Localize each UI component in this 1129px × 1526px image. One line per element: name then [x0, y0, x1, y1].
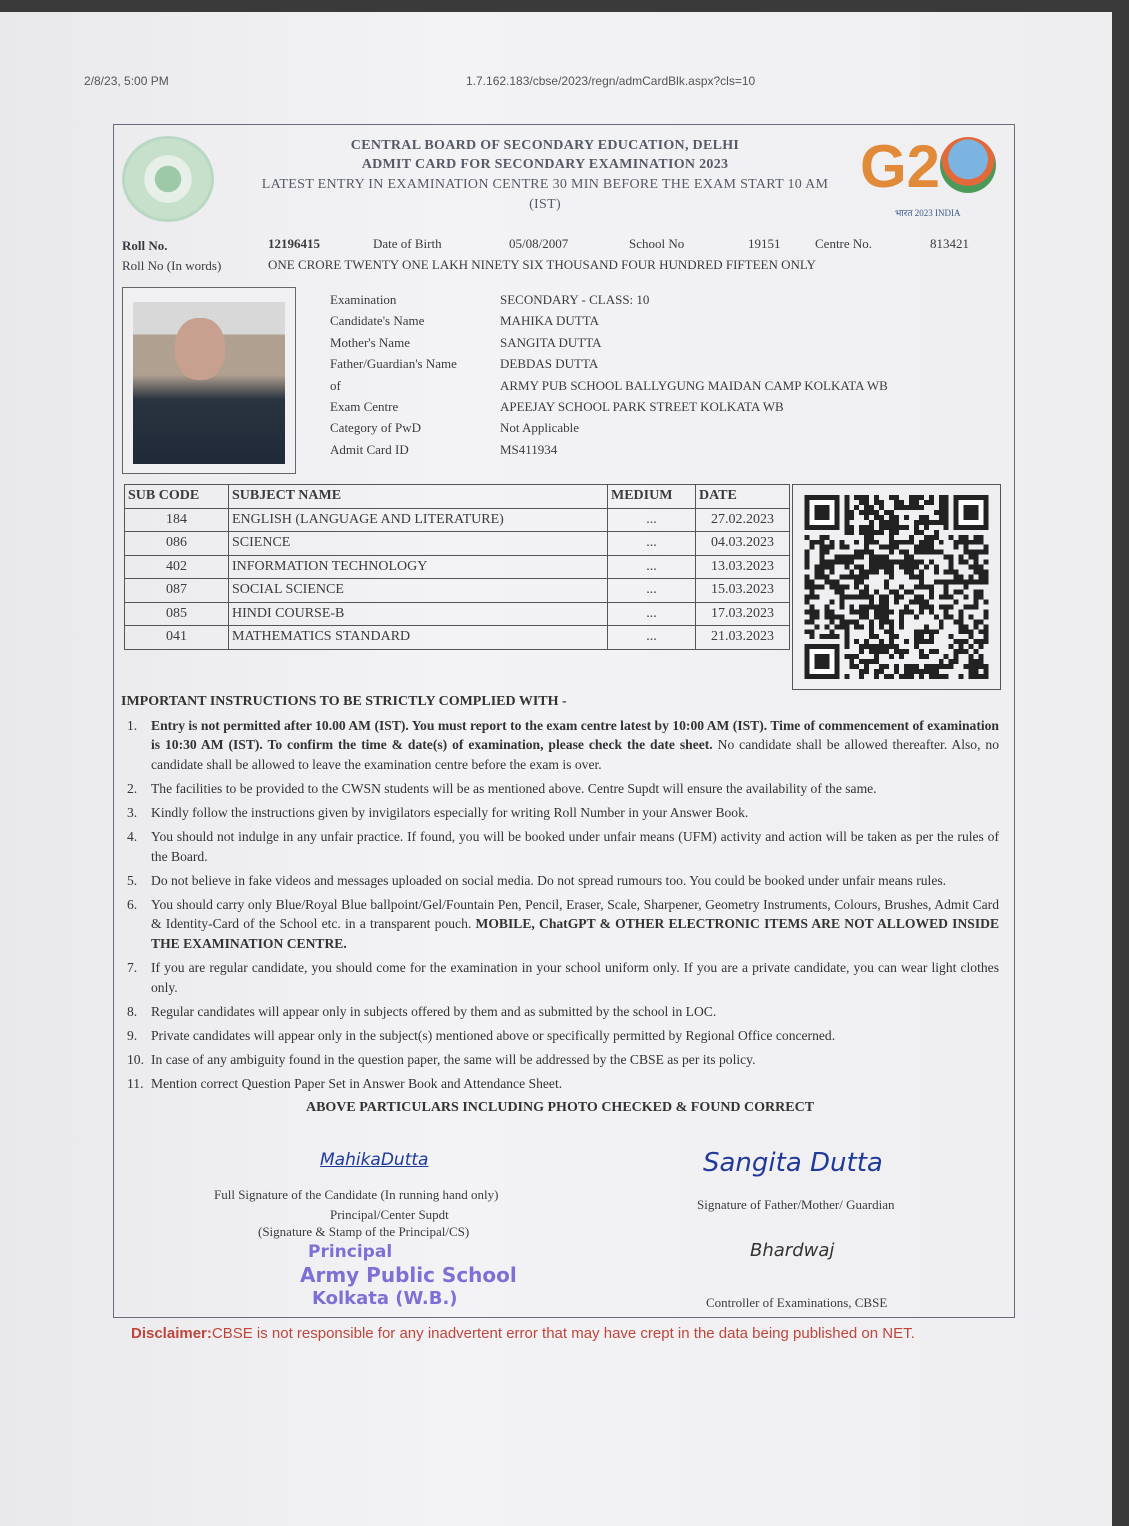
instruction-text: No candidate shall be allowed thereafter. Also, no candidate shall be allowed to leave the examination centre before the exam is over. [151, 737, 999, 772]
detail-value: APEEJAY SCHOOL PARK STREET KOLKATA WB [500, 399, 784, 415]
medium: ... [608, 602, 696, 626]
instruction-text: Mention correct Question Paper Set in Answer Book and Attendance Sheet. [151, 1076, 563, 1092]
instruction-text: Do not believe in fake videos and messages uploaded on social media. Do not spread rumours too. You could be booked under unfair means rules. [151, 872, 947, 888]
print-datetime: 2/8/23, 5:00 PM [84, 74, 169, 88]
sub-code: 086 [125, 532, 229, 556]
instruction-text: In case of any ambiguity found in the question paper, the same will be addressed by the CBSE as per its policy. [151, 1052, 756, 1067]
details-labels [330, 289, 457, 460]
instruction-number: 4. [127, 829, 138, 845]
sub-code: 041 [125, 626, 229, 650]
instruction-item [121, 895, 999, 954]
verification-note: ABOVE PARTICULARS INCLUDING PHOTO CHECKED & FOUND CORRECT [305, 1100, 815, 1116]
detail-label: Category of PwD [330, 420, 421, 436]
instruction-number: 11. [127, 1076, 144, 1092]
instruction-item [121, 827, 999, 866]
instruction-number: 3. [127, 804, 138, 820]
subject-name: INFORMATION TECHNOLOGY [229, 555, 608, 579]
instruction-item [121, 1074, 999, 1094]
qr-code [792, 484, 1001, 690]
detail-label: Mother's Name [330, 334, 410, 350]
exam-date: 13.03.2023 [696, 555, 790, 579]
dob-label: Date of Birth [373, 236, 442, 251]
stamp-city: Kolkata (W.B.) [312, 1288, 458, 1309]
exam-date: 15.03.2023 [696, 579, 790, 603]
subject-row [125, 508, 790, 532]
detail-value: ARMY PUB SCHOOL BALLYGUNG MAIDAN CAMP KOLKATA WB [500, 377, 888, 393]
detail-value: MAHIKA DUTTA [500, 313, 599, 329]
medium: ... [608, 508, 696, 532]
disclaimer-label: Disclaimer: [131, 1325, 212, 1342]
instruction-item [121, 1050, 999, 1070]
g20-subtitle: भारत 2023 INDIA [895, 208, 961, 218]
instruction-number: 8. [127, 1003, 138, 1019]
medium: ... [608, 579, 696, 603]
instructions-title: IMPORTANT INSTRUCTIONS TO BE STRICTLY COMPLIED WITH - [121, 694, 567, 709]
instruction-text: Private candidates will appear only in the subject(s) mentioned above or specifically permitted by Regional Office concerned. [151, 1027, 836, 1043]
exam-date: 04.03.2023 [696, 532, 790, 556]
sub-code: 087 [125, 579, 229, 603]
centre-label: Centre No. [815, 236, 873, 251]
sub-code: 085 [125, 602, 229, 626]
stamp-principal: Principal [308, 1242, 393, 1262]
centre-value: 813421 [930, 236, 969, 251]
instruction-bold: Entry is not permitted after 10.00 AM (IST). You must report to the exam centre latest by 10:00 AM (IST). Time of commencement of examination is 10:30 AM (IST). To confirm the time & date(s) of examination, please check the date sheet. [151, 717, 999, 753]
instruction-item [121, 1026, 999, 1046]
candidate-signature: MahikaDutta [320, 1150, 429, 1170]
card-title: ADMIT CARD FOR SECONDARY EXAMINATION 2023 [361, 157, 729, 172]
instruction-number: 10. [127, 1052, 144, 1067]
subject-row [125, 579, 790, 603]
instruction-number: 1. [127, 717, 138, 733]
controller-signature: Bhardwaj [750, 1240, 835, 1261]
entry-note: LATEST ENTRY IN EXAMINATION CENTRE 30 MIN BEFORE THE EXAM START 10 AM [261, 177, 829, 192]
detail-label: Examination [330, 292, 397, 307]
instruction-item [121, 958, 999, 997]
detail-label: Father/Guardian's Name [330, 356, 457, 372]
instruction-item [121, 779, 999, 799]
instruction-text: The facilities to be provided to the CWSN students will be as mentioned above. Centre Supdt will ensure the availability of the same. [151, 780, 877, 796]
subject-row [125, 626, 790, 650]
sub-code: 184 [125, 508, 229, 532]
subject-name: ENGLISH (LANGUAGE AND LITERATURE) [229, 508, 608, 532]
instruction-text: You should not indulge in any unfair practice. If found, you will be booked under unfair means (UFM) activity and action will be taken as per the rules of the Board. [151, 829, 999, 864]
candidate-photo [122, 287, 296, 474]
details-values [500, 289, 888, 460]
instruction-text: If you are regular candidate, you should come for the examination in your school uniform only. If you are a private candidate, you can wear light clothes only. [151, 960, 999, 995]
roll-words-value: ONE CRORE TWENTY ONE LAKH NINETY SIX THOUSAND FOUR HUNDRED FIFTEEN ONLY [268, 257, 816, 272]
instruction-number: 2. [127, 780, 138, 796]
subject-row [125, 532, 790, 556]
detail-label: Exam Centre [330, 399, 399, 415]
entry-note-ist: (IST) [529, 197, 561, 212]
board-title: CENTRAL BOARD OF SECONDARY EDUCATION, DELHI [350, 138, 740, 153]
detail-label: Admit Card ID [330, 441, 409, 457]
centre-stamp-label: (Signature & Stamp of the Principal/CS) [258, 1224, 470, 1239]
exam-date: 21.03.2023 [696, 626, 790, 650]
subject-row [125, 555, 790, 579]
subject-name: MATHEMATICS STANDARD [229, 626, 608, 650]
instruction-number: 9. [127, 1027, 138, 1043]
instruction-text: Kindly follow the instructions given by invigilators especially for writing Roll Number in your Answer Book. [151, 804, 749, 820]
instruction-item [121, 803, 999, 823]
guardian-signature: Sangita Dutta [703, 1148, 883, 1178]
subject-row [125, 602, 790, 626]
col-medium: MEDIUM [608, 485, 696, 509]
centre-supdt-label: Principal/Center Supdt [330, 1207, 449, 1222]
subject-name: SCIENCE [229, 532, 608, 556]
exam-date: 27.02.2023 [696, 508, 790, 532]
candidate-signature-label: Full Signature of the Candidate (In running hand only) [214, 1187, 499, 1202]
exam-date: 17.03.2023 [696, 602, 790, 626]
detail-value: MS411934 [500, 441, 558, 457]
instruction-text: You should carry only Blue/Royal Blue ballpoint/Gel/Fountain Pen, Pencil, Eraser, Scale, Sharpener, Geometry Instruments, Colours, Brushes, Admit Card & Identity-Card of the School etc. in a transparent pouch. [151, 896, 999, 932]
instructions [121, 692, 999, 1118]
detail-value: SECONDARY - CLASS: 10 [500, 292, 650, 307]
roll-label: Roll No. [122, 238, 168, 253]
subjects-table [124, 484, 790, 650]
roll-words-label: Roll No (In words) [122, 258, 222, 273]
school-label: School No [629, 236, 685, 251]
instruction-number: 6. [127, 896, 138, 912]
col-sub-code: SUB CODE [125, 485, 229, 509]
col-date: DATE [696, 485, 790, 509]
instruction-text: Regular candidates will appear only in subjects offered by them and as submitted by the school in LOC. [151, 1003, 717, 1019]
controller-label: Controller of Examinations, CBSE [706, 1295, 888, 1310]
detail-label: Candidate's Name [330, 313, 425, 329]
stamp-school: Army Public School [300, 1263, 517, 1287]
dob-value: 05/08/2007 [509, 236, 569, 251]
instruction-bold: MOBILE, ChatGPT & OTHER ELECTRONIC ITEMS ARE NOT ALLOWED INSIDE THE EXAMINATION CENTRE. [151, 916, 1000, 952]
guardian-signature-label: Signature of Father/Mother/ Guardian [697, 1197, 895, 1212]
detail-label: of [330, 377, 341, 393]
g20-logo: G2 [860, 132, 996, 201]
sub-code: 402 [125, 555, 229, 579]
subject-name: HINDI COURSE-B [229, 602, 608, 626]
instruction-item [121, 871, 999, 891]
disclaimer-text: CBSE is not responsible for any inadvertent error that may have crept in the data being published on NET. [211, 1325, 915, 1342]
detail-value: Not Applicable [500, 420, 580, 436]
roll-value: 12196415 [268, 236, 320, 251]
print-url: 1.7.162.183/cbse/2023/regn/admCardBlk.aspx?cls=10 [466, 74, 756, 88]
col-subject-name: SUBJECT NAME [229, 485, 608, 509]
school-value: 19151 [748, 236, 781, 251]
subject-name: SOCIAL SCIENCE [229, 579, 608, 603]
medium: ... [608, 626, 696, 650]
detail-value: SANGITA DUTTA [500, 334, 602, 350]
medium: ... [608, 532, 696, 556]
instruction-number: 5. [127, 872, 138, 888]
instruction-number: 7. [127, 960, 138, 976]
detail-value: DEBDAS DUTTA [500, 356, 599, 372]
medium: ... [608, 555, 696, 579]
disclaimer [131, 1325, 915, 1342]
instruction-item [121, 1002, 999, 1022]
instruction-item [121, 716, 999, 775]
